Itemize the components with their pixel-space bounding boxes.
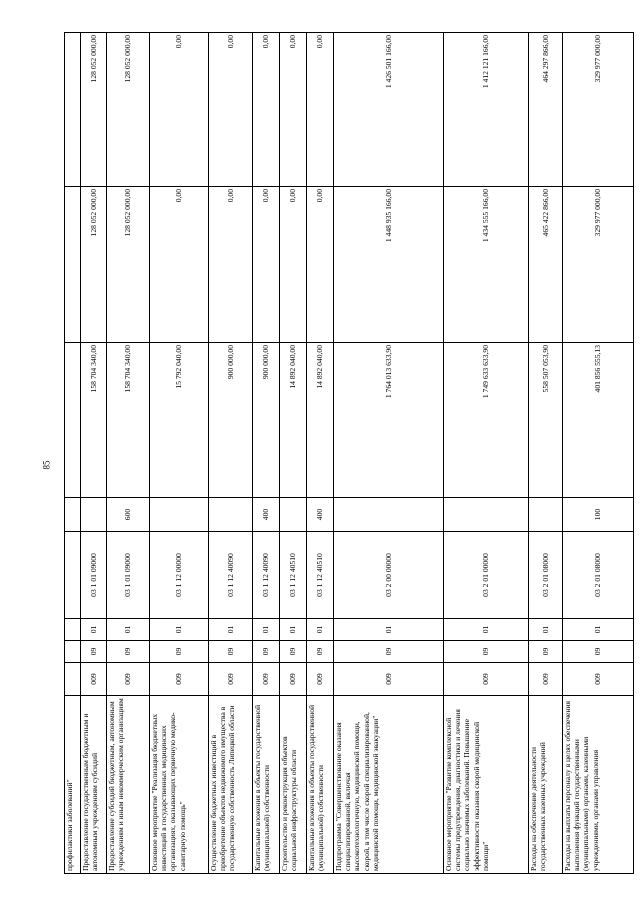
amount-year3-cell: 0,00 (307, 33, 334, 187)
subsection-code-cell (65, 619, 81, 641)
row-name-cell: Капитальные вложения в объекты государственной (муниципальной) собственности (253, 696, 280, 874)
target-article-cell: 03 1 12 40090 (209, 532, 253, 619)
target-article-cell: 03 2 01 08000 (529, 532, 563, 619)
table-row (444, 33, 529, 874)
amount-year2-cell: 0,00 (209, 187, 253, 343)
table-row (529, 33, 563, 874)
subsection-code-cell: 01 (209, 619, 253, 641)
row-name-cell: Основное мероприятие "Реализация бюджетных инвестиций в государственных медицинских организациях, оказывающих первичную медико-санитарную помощь" (150, 696, 209, 874)
admin-code-cell: 009 (563, 663, 634, 696)
admin-code-cell: 009 (253, 663, 280, 696)
table-row (334, 33, 444, 874)
table-row (81, 33, 107, 874)
expense-type-cell (209, 498, 253, 532)
admin-code-cell: 009 (209, 663, 253, 696)
amount-year1-cell: 558 507 053,90 (529, 343, 563, 498)
row-name-cell: Расходы на обеспечение деятельности государственных казенных учреждений (529, 696, 563, 874)
admin-code-cell: 009 (529, 663, 563, 696)
expense-type-cell (81, 498, 107, 532)
admin-code-cell (65, 663, 81, 696)
subsection-code-cell: 01 (529, 619, 563, 641)
target-article-cell (65, 532, 81, 619)
table-row (563, 33, 634, 874)
amount-year3-cell: 128 052 000,00 (81, 33, 107, 187)
amount-year3-cell: 329 977 000,00 (563, 33, 634, 187)
section-code-cell: 09 (529, 641, 563, 663)
target-article-cell: 03 1 12 40510 (280, 532, 307, 619)
amount-year2-cell: 465 422 866,00 (529, 187, 563, 343)
amount-year2-cell: 0,00 (150, 187, 209, 343)
row-name-cell: Основное мероприятие "Развитие комплексной системы предупреждения, диагностики и лечения социально значимых заболеваний. Повышение эффективности оказания скорой медицинской помощи" (444, 696, 529, 874)
table-row (280, 33, 307, 874)
target-article-cell: 03 1 12 40510 (307, 532, 334, 619)
amount-year2-cell: 0,00 (280, 187, 307, 343)
table-row (107, 33, 150, 874)
target-article-cell: 03 1 01 09000 (107, 532, 150, 619)
target-article-cell: 03 2 01 00000 (444, 532, 529, 619)
expense-type-cell (529, 498, 563, 532)
table-row (65, 33, 81, 874)
target-article-cell: 03 2 01 08000 (563, 532, 634, 619)
amount-year1-cell: 14 892 040,00 (280, 343, 307, 498)
amount-year1-cell: 1 749 633 633,90 (444, 343, 529, 498)
section-code-cell: 09 (107, 641, 150, 663)
subsection-code-cell: 01 (334, 619, 444, 641)
subsection-code-cell: 01 (444, 619, 529, 641)
expense-type-cell (150, 498, 209, 532)
row-name-cell: Предоставление государственным бюджетным и автономным учреждениям субсидий (81, 696, 107, 874)
target-article-cell: 03 2 00 00000 (334, 532, 444, 619)
target-article-cell: 03 1 12 00000 (150, 532, 209, 619)
admin-code-cell: 009 (107, 663, 150, 696)
subsection-code-cell: 01 (253, 619, 280, 641)
expense-type-cell: 400 (307, 498, 334, 532)
table-row (209, 33, 253, 874)
admin-code-cell: 009 (334, 663, 444, 696)
table-row (307, 33, 334, 874)
row-name-cell: Расходы на выплаты персоналу в целях обеспечения выполнения функций государственными (муниципальными) органами, казенными учреждениями, органами управления (563, 696, 634, 874)
section-code-cell: 09 (81, 641, 107, 663)
budget-table (64, 32, 634, 874)
admin-code-cell: 009 (150, 663, 209, 696)
target-article-cell: 03 1 01 09000 (81, 532, 107, 619)
subsection-code-cell: 01 (81, 619, 107, 641)
page-number: 85 (41, 460, 52, 470)
amount-year2-cell: 0,00 (253, 187, 280, 343)
amount-year1-cell: 14 892 040,00 (307, 343, 334, 498)
row-name-cell: Строительство и реконструкция объектов социальной инфраструктуры области (280, 696, 307, 874)
row-name-cell: Осуществление бюджетных инвестиций в приобретение объектов недвижимого имущества в государственную собственность Липецкой области (209, 696, 253, 874)
section-code-cell: 09 (307, 641, 334, 663)
admin-code-cell: 009 (307, 663, 334, 696)
amount-year2-cell: 128 052 000,00 (81, 187, 107, 343)
section-code-cell: 09 (253, 641, 280, 663)
section-code-cell: 09 (563, 641, 634, 663)
subsection-code-cell: 01 (150, 619, 209, 641)
amount-year3-cell: 1 426 501 166,00 (334, 33, 444, 187)
row-name-cell: Предоставление субсидий бюджетным, автономным учреждениям и иным некоммерческим организациям (107, 696, 150, 874)
section-code-cell: 09 (444, 641, 529, 663)
subsection-code-cell: 01 (307, 619, 334, 641)
expense-type-cell (444, 498, 529, 532)
amount-year2-cell: 1 448 935 166,00 (334, 187, 444, 343)
amount-year2-cell (65, 187, 81, 343)
section-code-cell: 09 (280, 641, 307, 663)
amount-year3-cell: 128 052 000,00 (107, 33, 150, 187)
admin-code-cell: 009 (444, 663, 529, 696)
row-name-cell: Подпрограмма "Совершенствование оказания специализированной, включая высокотехнологичную, медицинской помощи, скорой, в том числе скорой специализированной, медицинской помощи, медицинской эвакуации" (334, 696, 444, 874)
amount-year3-cell: 464 297 866,00 (529, 33, 563, 187)
section-code-cell (65, 641, 81, 663)
amount-year1-cell: 900 000,00 (209, 343, 253, 498)
row-name-cell: Капитальные вложения в объекты государственной (муниципальной) собственности (307, 696, 334, 874)
amount-year1-cell: 158 704 340,00 (107, 343, 150, 498)
expense-type-cell (65, 498, 81, 532)
rotated-table-container (64, 33, 603, 874)
admin-code-cell: 009 (81, 663, 107, 696)
amount-year1-cell (65, 343, 81, 498)
amount-year3-cell: 0,00 (253, 33, 280, 187)
amount-year3-cell: 0,00 (209, 33, 253, 187)
amount-year1-cell: 158 704 340,00 (81, 343, 107, 498)
expense-type-cell: 400 (253, 498, 280, 532)
amount-year2-cell: 1 434 555 166,00 (444, 187, 529, 343)
amount-year3-cell: 1 412 121 166,00 (444, 33, 529, 187)
section-code-cell: 09 (209, 641, 253, 663)
amount-year1-cell: 900 000,00 (253, 343, 280, 498)
table-row (253, 33, 280, 874)
expense-type-cell (334, 498, 444, 532)
amount-year2-cell: 0,00 (307, 187, 334, 343)
row-name-cell: профилактики заболеваний" (65, 696, 81, 874)
expense-type-cell: 100 (563, 498, 634, 532)
amount-year3-cell: 0,00 (150, 33, 209, 187)
expense-type-cell: 600 (107, 498, 150, 532)
amount-year2-cell: 128 052 000,00 (107, 187, 150, 343)
section-code-cell: 09 (150, 641, 209, 663)
table-row (150, 33, 209, 874)
section-code-cell: 09 (334, 641, 444, 663)
amount-year2-cell: 329 977 000,00 (563, 187, 634, 343)
amount-year1-cell: 401 856 555,13 (563, 343, 634, 498)
amount-year1-cell: 15 792 040,00 (150, 343, 209, 498)
budget-table-frame (64, 33, 603, 874)
amount-year1-cell: 1 764 013 633,90 (334, 343, 444, 498)
subsection-code-cell: 01 (107, 619, 150, 641)
subsection-code-cell: 01 (563, 619, 634, 641)
subsection-code-cell: 01 (280, 619, 307, 641)
amount-year3-cell: 0,00 (280, 33, 307, 187)
amount-year3-cell (65, 33, 81, 187)
target-article-cell: 03 1 12 40090 (253, 532, 280, 619)
expense-type-cell (280, 498, 307, 532)
admin-code-cell: 009 (280, 663, 307, 696)
